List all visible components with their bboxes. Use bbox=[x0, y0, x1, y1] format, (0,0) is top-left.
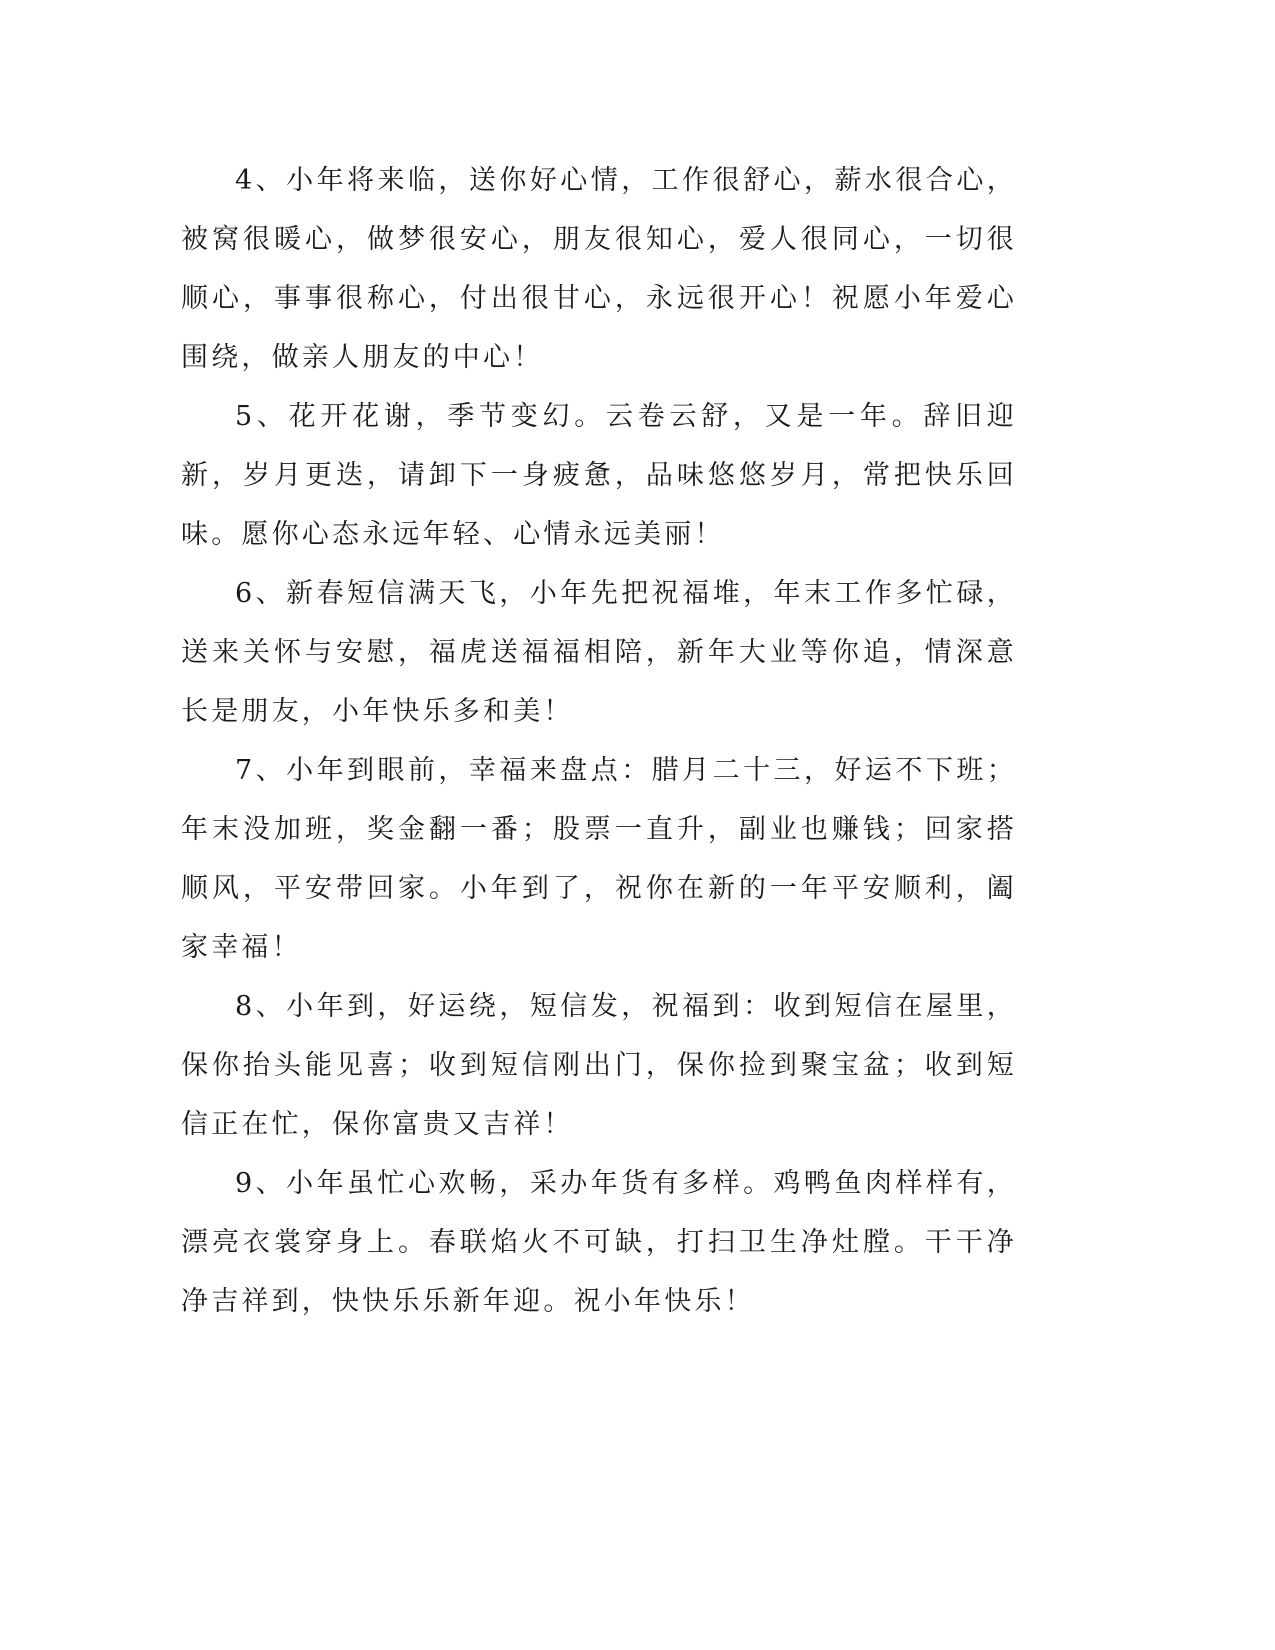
paragraph-item-7: 7、小年到眼前，幸福来盘点：腊月二十三，好运不下班；年末没加班，奖金翻一番；股票一直升，副业也赚钱；回家搭顺风，平安带回家。小年到了，祝你在新的一年平安顺利，阖家幸福！ bbox=[181, 755, 1017, 963]
paragraph-item-9: 9、小年虽忙心欢畅，采办年货有多样。鸡鸭鱼肉样样有，漂亮衣裳穿身上。春联焰火不可缺，打扫卫生净灶膛。干干净净吉祥到，快快乐乐新年迎。祝小年快乐！ bbox=[181, 1168, 1017, 1317]
paragraph-item-5: 5、花开花谢，季节变幻。云卷云舒，又是一年。辞旧迎新，岁月更迭，请卸下一身疲惫，品味悠悠岁月，常把快乐回味。愿你心态永远年轻、心情永远美丽！ bbox=[181, 401, 1017, 550]
paragraph-item-8: 8、小年到，好运绕，短信发，祝福到：收到短信在屋里，保你抬头能见喜；收到短信刚出门，保你捡到聚宝盆；收到短信正在忙，保你富贵又吉祥！ bbox=[181, 991, 1017, 1140]
paragraph-item-4: 4、小年将来临，送你好心情，工作很舒心，薪水很合心，被窝很暖心，做梦很安心，朋友很知心，爱人很同心，一切很顺心，事事很称心，付出很甘心，永远很开心！祝愿小年爱心围绕，做亲人朋友的中心！ bbox=[181, 165, 1017, 373]
document-body bbox=[181, 151, 1017, 1331]
paragraph-item-6: 6、新春短信满天飞，小年先把祝福堆，年末工作多忙碌，送来关怀与安慰，福虎送福福相陪，新年大业等你追，情深意长是朋友，小年快乐多和美！ bbox=[181, 578, 1017, 727]
